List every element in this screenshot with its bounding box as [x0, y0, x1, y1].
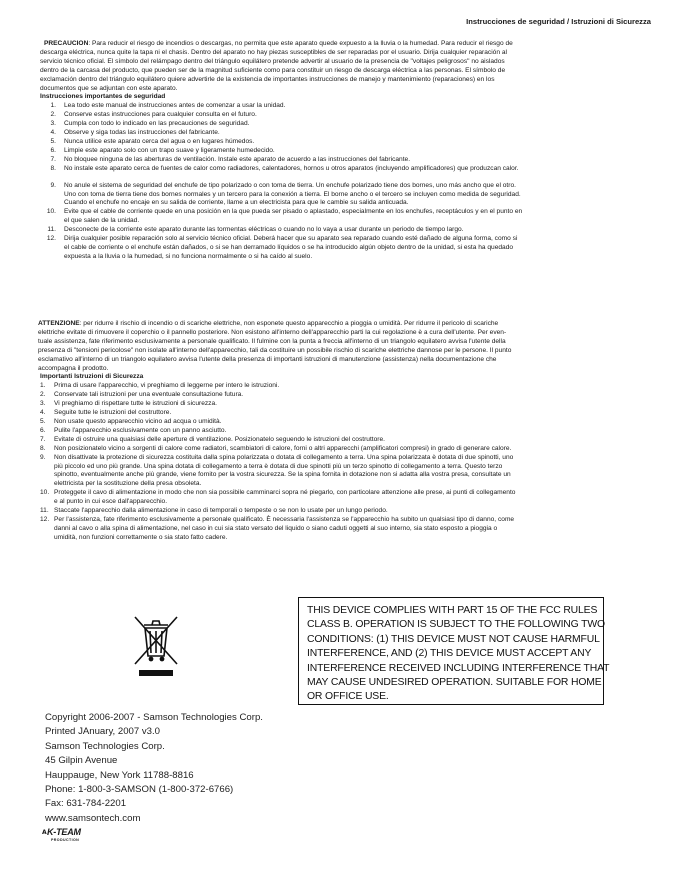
italian-subheading: Importanti Istruzioni di Sicurezza — [40, 373, 144, 381]
fcc-compliance-notice — [298, 597, 610, 705]
spanish-subheading: Instrucciones importantes de seguridad — [40, 93, 166, 101]
contact-block — [45, 711, 263, 826]
spanish-warning-paragraph: PRECAUCION: Para reducir el riesgo de incendios o descargas, no permita que este aparato quede expuesto a la lluvia o la humedad. Para reducir el riesgo de descarga eléctrica, nunca quite la tapa ni el chasis. Dentro del aparato no hay piezas susceptibles de ser reparadas por el usuario. Dirija cualquier reparación al servicio técnico oficial. El símbolo del relámpago dentro del triángulo equilátero pretende advertir al usuario de la presencia de "voltajes peligrosos" no aislados dentro de la carcasa del producto, que pueden ser de la magnitud suficiente como para constituir un riesgo de descarga eléctrica a las personas. El símbolo de exclamación dentro del triángulo equilátero quiere advertirle de la existencia de importantes instrucciones de manejo y mantenimiento (reparaciones) en los documentos que se adjuntan con este aparato. — [40, 40, 513, 92]
spanish-safety-section — [40, 40, 645, 262]
k-team-logo — [42, 827, 90, 845]
page-header-title: Instrucciones de seguridad / Istruzioni di Sicurezza — [466, 17, 651, 26]
fcc-notice-line: THIS DEVICE COMPLIES WITH PART 15 OF THE FCC RULES — [307, 605, 598, 616]
list-item: 8. Non posizionatelo vicino a sorgenti di calore come radiatori, scambiatori di calore, forni o altri apparecchi (amplificatori compresi) in grado di generare calore. — [40, 444, 512, 452]
italian-warning-paragraph: ATTENZIONE: per ridurre il rischio di incendio o di scariche elettriche, non esponete questo apparecchio a pioggia o umidità. Per ridurre il pericolo di scariche elettriche evitate di rimuovere il coperchio o il pannello posteriore. Non esistono all'interno dell'apparecchio parti la cui regolazione è a cura dell'utente. Per even- tuale assistenza, fate riferimento esclusivamente a personale qualificato. Il fulmine con la punta a freccia all'interno di un triangolo equilatero avvisa l'utente della presenza di "tensioni pericolose" non isolate all'interno dell'apparecchio, tali da costituire un possibile rischio di scariche elettriche dannose per le persone. Il punto esclamativo all'interno di un triangolo equilatero avvisa l'utente della presenza di importanti istruzioni di manutenzione (assistenza) nella documentazione che accompagna il prodotto. — [38, 320, 512, 372]
list-item: 10. Evite que el cable de corriente quede en una posición en la que pueda ser pisado o aplastado, especialmente en los enchufes, receptáculos y en el punto en el que salen de la unidad. — [46, 208, 523, 225]
list-item: 9. No anule el sistema de seguridad del enchufe de tipo polarizado o con toma de tierra. Un enchufe polarizado tiene dos bornes, uno más ancho que el otro. Uno con toma de tierra tiene dos bornes normales y un tercero para la conexión a tierra. El borne ancho o el tercero se incluyen como medida de seguridad. Cuando el enchufe no encaje en su salida de corriente, llame a un electricista para que le cambie su salida anticuada. — [50, 181, 521, 207]
list-item: 5. Non usate questo apparecchio vicino ad acqua o umidità. — [40, 417, 222, 425]
list-item: 7. No bloquee ninguna de las aberturas de ventilación. Instale este aparato de acuerdo a las instrucciones del fabricante. — [50, 155, 411, 163]
logo-name: K-TEAM — [47, 827, 81, 837]
list-item: 8. No instale este aparato cerca de fuentes de calor como radiadores, calentadores, hornos u otros aparatos (incluyendo amplificadores) que produzcan calor. — [50, 164, 519, 172]
list-item: 7. Evitate di ostruire una qualsiasi delle aperture di ventilazione. Posizionatelo seguendo le istruzioni del costruttore. — [40, 435, 385, 443]
list-item: 11. Staccate l'apparecchio dalla alimentazione in caso di temporali o tempeste o se non lo usate per un lungo periodo. — [40, 507, 388, 515]
list-item: 12. Dirija cualquier posible reparación solo al servicio técnico oficial. Deberá hacer que su aparato sea reparado cuando esté dañado de alguna forma, como si el cable de corriente o el enchufe están dañados, o si se han derramado líquidos o se ha introducido algún objeto dentro de la unidad, si esta ha quedado expuesta a la lluvia o la humedad, si no funciona normalmente o si ha caído al suelo. — [46, 235, 518, 260]
fcc-notice-line: CONDITIONS: (1) THIS DEVICE MUST NOT CAUSE HARMFUL — [307, 633, 600, 645]
copyright-text: Copyright 2006-2007 - Samson Technologies Corp. — [45, 712, 263, 723]
list-item: 4. Observe y siga todas las instrucciones del fabricante. — [50, 129, 220, 137]
list-item: 9. Non disattivate la protezione di sicurezza costituita dalla spina polarizzata o dotata di collegamento a terra. Una spina polarizzata è dotata di due spinotti, uno più piccolo ed uno più grande. Una spina dotata di collegamento a terra è dotata di due spinotti più un terzo spinotto di collegamento a terra. Questo terzo spinotto, eventualmente anche più grande, viene fornito per la vostra sicurezza. Se la spina fornita in dotazione non si adatta alla vostra presa, consultate un elettricista per la sostituzione della presa obsoleta. — [40, 453, 514, 488]
logo-tagline: PRODUCTION — [51, 838, 80, 842]
list-item: 11. Desconecte de la corriente este aparato durante las tormentas eléctricas o cuando no lo vaya a usar durante un periodo de tiempo largo. — [47, 226, 464, 234]
website-link[interactable]: www.samsontech.com — [45, 812, 141, 824]
list-item: 12. Per l'assistenza, fate riferimento esclusivamente a personale qualificato. È necessaria l'assistenza se l'apparecchio ha subito un qualsiasi tipo di danno, come danni al cavo o alla spina di alimentazione, nel caso in cui sia stato versato del liquido o siano caduti oggetti al suo interno, sia stato esposto a pioggia o umidità, non funzioni correttamente o sia stato fatto cadere. — [40, 515, 515, 541]
fcc-notice-line: OR OFFICE USE. — [307, 691, 389, 703]
list-item: 1. Lea todo este manual de instrucciones antes de comenzar a usar la unidad. — [50, 102, 286, 110]
company-name: Samson Technologies Corp. — [45, 740, 165, 752]
phone-number: Phone: 1-800-3-SAMSON (1-800-372-6766) — [45, 784, 234, 796]
street-address: 45 Gilpin Avenue — [45, 755, 118, 767]
list-item: 3. Vi preghiamo di rispettare tutte le istruzioni di sicurezza. — [40, 400, 217, 408]
list-item: 4. Seguite tutte le istruzioni del costruttore. — [40, 409, 172, 417]
list-item: 10. Proteggete il cavo di alimentazione in modo che non sia possibile camminarci sopra né piegarlo, con particolare attenzione alle prese, ai punti di collegamento e al punto in cui esce dall'apparecchio. — [40, 489, 516, 506]
list-item: 2. Conservate tali istruzioni per una eventuale consultazione futura. — [40, 391, 244, 399]
list-item: 1. Prima di usare l'apparecchio, vi preghiamo di leggerne per intero le istruzioni. — [40, 382, 280, 390]
italian-safety-section — [40, 320, 645, 543]
fcc-notice-line: MAY CAUSE UNDESIRED OPERATION. SUITABLE FOR HOME — [307, 677, 602, 689]
city-address: Hauppauge, New York 11788-8816 — [45, 769, 194, 781]
list-item: 3. Cumpla con todo lo indicado en las precauciones de seguridad. — [50, 120, 250, 128]
fcc-notice-line: INTERFERENCE, AND (2) THIS DEVICE MUST ACCEPT ANY — [307, 648, 592, 660]
crossed-out-wheelie-bin-icon — [130, 612, 182, 680]
italian-warning-lead: ATTENZIONE — [38, 320, 80, 327]
list-item: 5. Nunca utilice este aparato cerca del agua o en lugares húmedos. — [50, 137, 255, 145]
spanish-instruction-list — [40, 102, 645, 261]
fcc-notice-line: INTERFERENCE RECEIVED INCLUDING INTERFERENCE THAT — [307, 662, 610, 674]
logo-mark: A — [42, 829, 47, 836]
list-item: 6. Pulite l'apparecchio esclusivamente con un panno asciutto. — [40, 426, 227, 434]
fax-number: Fax: 631-784-2201 — [45, 798, 127, 810]
list-item: 6. Limpie este aparato solo con un trapo suave y ligeramente humedecido. — [50, 146, 275, 154]
print-date: Printed JAnuary, 2007 v3.0 — [45, 726, 161, 738]
spanish-warning-lead: PRECAUCION — [44, 40, 89, 47]
italian-instruction-list — [40, 382, 645, 542]
list-item: 2. Conserve estas instrucciones para cualquier consulta en el futuro. — [50, 111, 257, 119]
fcc-notice-line: CLASS B. OPERATION IS SUBJECT TO THE FOLLOWING TWO — [307, 619, 605, 631]
